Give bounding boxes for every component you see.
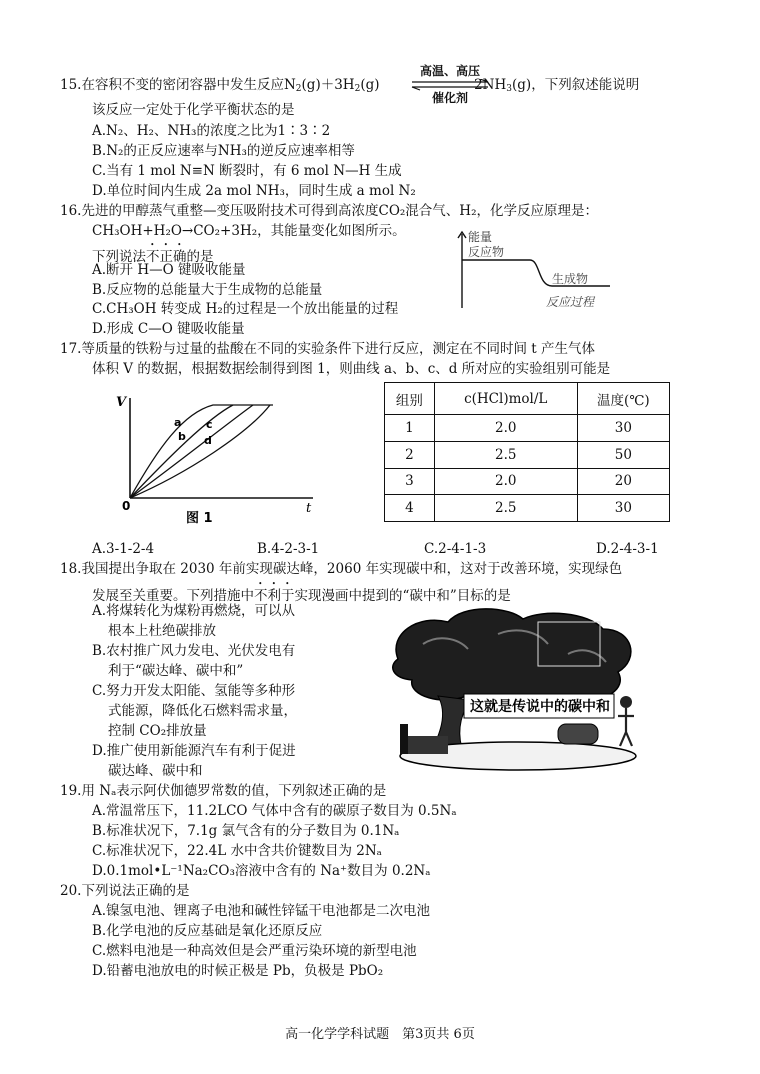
q20-option-d: D.铅蓄电池放电的时候正极是 Pb，负极是 PbO₂ — [92, 963, 384, 979]
q15-reaction-arrow — [408, 62, 492, 105]
table-cell: 30 — [577, 495, 669, 522]
smoke-cloud — [393, 609, 631, 707]
energy-xlabel: 反应过程 — [546, 295, 595, 309]
q15-stem-line2: 该反应一定处于化学平衡状态的是 — [92, 102, 295, 118]
table-cell: 2.5 — [434, 495, 577, 522]
q18-option-d: D.推广使用新能源汽车有利于促进 — [92, 743, 296, 759]
person-head — [620, 696, 632, 708]
q18-option-c-cont1: 式能源，降低化石燃料需求量， — [108, 703, 297, 719]
q16-stem-line2: CH₃OH+H₂O→CO₂+3H₂，其能量变化如图所示。 — [92, 223, 406, 239]
energy-ylabel: 能量 — [468, 230, 493, 244]
table-header-cell: 组别 — [385, 383, 435, 415]
q19-stem: 19.用 Nₐ表示阿伏伽德罗常数的值，下列叙述正确的是 — [60, 783, 387, 799]
fig1-origin: 0 — [122, 499, 131, 513]
person-body — [618, 708, 634, 746]
q17-option-d: D.2-4-3-1 — [596, 541, 659, 557]
table-row — [385, 441, 670, 468]
page-footer: 高一化学学科试题 第3页共 6页 — [285, 1027, 475, 1042]
curve-b — [130, 405, 233, 498]
q17-stem-line2: 体积 V 的数据，根据数据绘制得到图 1，则曲线 a、b、c、d 所对应的实验组别可能是 — [92, 361, 611, 377]
q19-option-a: A.常温常压下，11.2LCO 气体中含有的碳原子数目为 0.5Nₐ — [92, 803, 457, 819]
table-cell: 30 — [577, 415, 669, 442]
q20-stem: 20.下列说法正确的是 — [60, 883, 190, 899]
q16-option-d: D.形成 C—O 键吸收能量 — [92, 321, 245, 337]
q18-option-a-cont: 根本上杜绝碳排放 — [108, 623, 216, 639]
table-cell: 50 — [577, 441, 669, 468]
q18-option-c: C.努力开发太阳能、氢能等多种形 — [92, 683, 296, 699]
table-header-row — [385, 383, 670, 415]
q18-option-a: A.将煤转化为煤粉再燃烧，可以从 — [92, 603, 296, 619]
q15-condition-top: 高温、高压 — [419, 64, 480, 78]
fig1-xlabel: t — [306, 501, 312, 516]
q18-option-c-cont2: 控制 CO₂排放量 — [108, 723, 207, 739]
q18-stem-line1: 18.我国提出争取在 2030 年前实现碳达峰，2060 年实现碳中和，这对于改善环境，实现绿色 — [60, 561, 623, 577]
q17-option-c: C.2-4-1-3 — [424, 541, 487, 557]
table-cell: 2.0 — [434, 415, 577, 442]
factory-chimney — [400, 724, 408, 754]
table-cell: 4 — [385, 495, 435, 522]
q17-option-b: B.4-2-3-1 — [257, 541, 320, 557]
fig1-caption: 图 1 — [186, 511, 213, 526]
q19-option-d: D.0.1mol•L⁻¹Na₂CO₃溶液中含有的 Na⁺数目为 0.2Nₐ — [92, 863, 431, 879]
q16-energy-diagram — [440, 226, 640, 316]
q15-option-c: C.当有 1 mol N≡N 断裂时，有 6 mol N—H 生成 — [92, 163, 402, 179]
q17-group-table — [384, 382, 670, 522]
q20-option-b: B.化学电池的反应基础是氧化还原反应 — [92, 923, 323, 939]
table-cell: 3 — [385, 468, 435, 495]
table-cell: 2.0 — [434, 468, 577, 495]
curve-d — [130, 405, 270, 498]
q16-option-a: A.断开 H—O 键吸收能量 — [92, 262, 246, 278]
q18-option-d-cont: 碳达峰、碳中和 — [108, 763, 203, 779]
q16-option-b: B.反应物的总能量大于生成物的总能量 — [92, 282, 323, 298]
storage-tank — [558, 724, 598, 744]
q17-figure-1 — [108, 388, 338, 528]
table-row — [385, 495, 670, 522]
q20-option-a: A.镍氢电池、锂离子电池和碱性锌锰干电池都是二次电池 — [92, 903, 431, 919]
q19-option-b: B.标准状况下，7.1g 氯气含有的分子数目为 0.1Nₐ — [92, 823, 400, 839]
table-cell: 1 — [385, 415, 435, 442]
q15-option-a: A.N₂、H₂、NH₃的浓度之比为1∶3∶2 — [92, 123, 331, 139]
curve-c-label: c — [206, 418, 213, 431]
table-header-cell: c(HCl)mol/L — [434, 383, 577, 415]
q19-option-c: C.标准状况下，22.4L 水中含共价键数目为 2Nₐ — [92, 843, 382, 859]
q17-stem-line1: 17.等质量的铁粉与过量的盐酸在不同的实验条件下进行反应，测定在不同时间 t 产生气体 — [60, 341, 595, 357]
q17-option-a: A.3-1-2-4 — [92, 541, 155, 557]
curve-a — [130, 405, 273, 498]
q18-cartoon-illustration — [378, 604, 648, 774]
q18-option-b-cont: 利于“碳达峰、碳中和” — [108, 663, 244, 679]
curve-c — [130, 405, 253, 498]
table-cell: 2.5 — [434, 441, 577, 468]
curve-b-label: b — [178, 430, 186, 443]
energy-product-label: 生成物 — [552, 272, 589, 286]
table-header-cell: 温度(℃) — [577, 383, 669, 415]
table-cell: 20 — [577, 468, 669, 495]
factory-building — [408, 736, 448, 754]
q16-stem-line3: 下列说法不正确的是 — [92, 249, 214, 265]
q16-stem-line1: 16.先进的甲醇蒸气重整—变压吸附技术可得到高浓度CO₂混合气、H₂，化学反应原理是： — [60, 203, 598, 219]
q15-condition-bottom: 催化剂 — [431, 91, 468, 105]
q15-option-d: D.单位时间内生成 2a mol NH₃，同时生成 a mol N₂ — [92, 183, 416, 199]
q16-option-c: C.CH₃OH 转变成 H₂的过程是一个放出能量的过程 — [92, 301, 399, 317]
q15-stem-line1: 15.在容积不变的密闭容器中发生反应$N_2(g)+3H_2(g)$ $2NH_3(g)$，下列叙述能说明 — [60, 77, 640, 94]
table-row — [385, 415, 670, 442]
cartoon-caption: 这就是传说中的碳中和 — [470, 699, 610, 715]
energy-reactant-label: 反应物 — [468, 245, 505, 259]
q18-stem-line2: 发展至关重要。下列措施中不利于实现漫画中提到的“碳中和”目标的是 — [92, 588, 511, 604]
table-row — [385, 468, 670, 495]
curve-d-label: d — [204, 434, 212, 447]
curve-a-label: a — [174, 416, 182, 429]
q18-option-b: B.农村推广风力发电、光伏发电有 — [92, 643, 296, 659]
fig1-ylabel: V — [116, 395, 127, 410]
q15-option-b: B.N₂的正反应速率与NH₃的逆反应速率相等 — [92, 143, 355, 159]
q20-option-c: C.燃料电池是一种高效但是会严重污染环境的新型电池 — [92, 943, 417, 959]
table-cell: 2 — [385, 441, 435, 468]
